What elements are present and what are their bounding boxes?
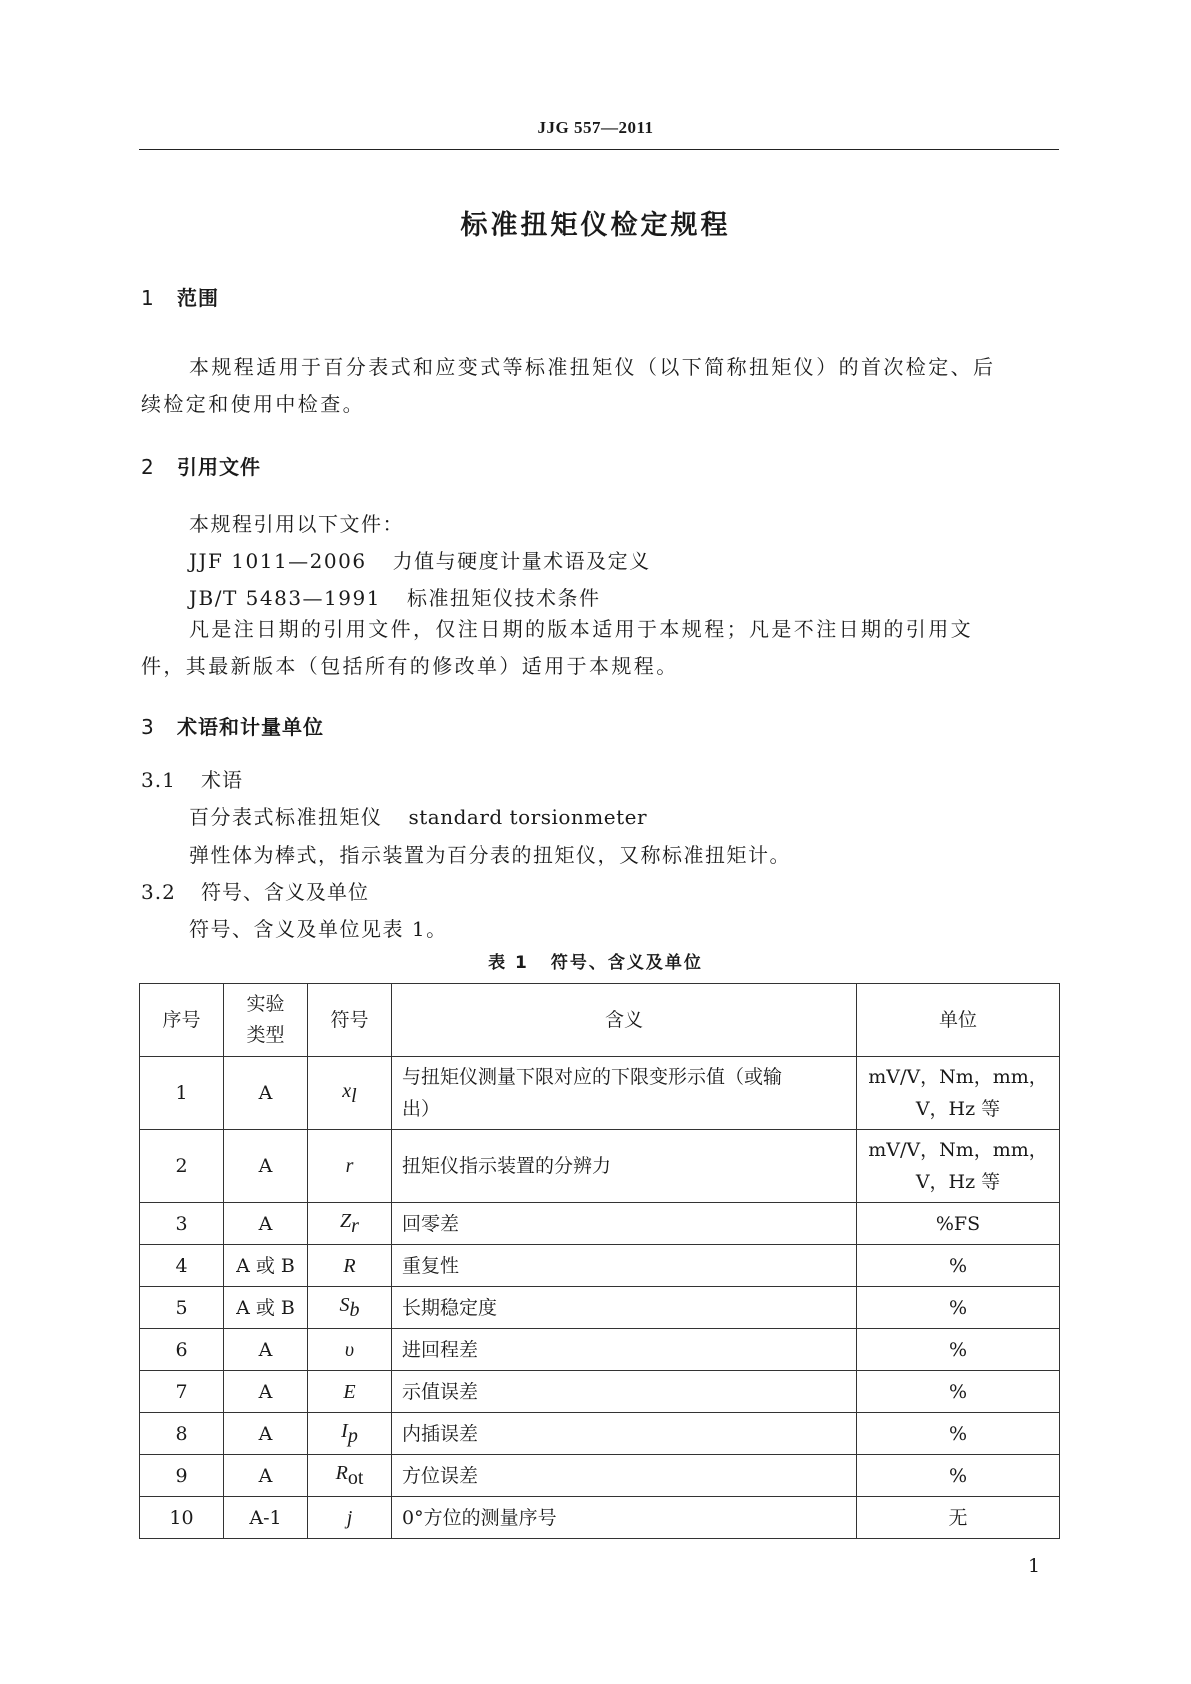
- row-meaning: 扭矩仪指示装置的分辨力: [392, 1130, 857, 1203]
- row-symbol: $I_p$: [308, 1413, 392, 1455]
- table-row: [140, 1497, 1060, 1539]
- row-unit: %: [857, 1329, 1060, 1371]
- header-meaning: 含义: [392, 984, 857, 1057]
- table-row: [140, 1245, 1060, 1287]
- row-meaning: 长期稳定度: [392, 1287, 857, 1329]
- row-meaning: 0°方位的测量序号: [392, 1497, 857, 1539]
- row-no: 10: [140, 1497, 224, 1539]
- row-symbol: $S_b$: [308, 1287, 392, 1329]
- row-meaning: 进回程差: [392, 1329, 857, 1371]
- table-row: [140, 1329, 1060, 1371]
- reference-item: [189, 582, 600, 611]
- reference-title: 标准扭矩仪技术条件: [406, 586, 601, 610]
- table-row: [140, 1371, 1060, 1413]
- paragraph-line: 凡是注日期的引用文件，仅注日期的版本适用于本规程；凡是不注日期的引用文: [189, 617, 973, 641]
- row-meaning: 示值误差: [392, 1371, 857, 1413]
- table-row: [140, 1203, 1060, 1245]
- row-type: A: [224, 1057, 308, 1130]
- row-no: 6: [140, 1329, 224, 1371]
- document-title: 标准扭矩仪检定规程: [460, 210, 731, 241]
- paragraph-line: 本规程适用于百分表式和应变式等标准扭矩仪（以下简称扭矩仪）的首次检定、后: [189, 355, 996, 379]
- term-definition: 弹性体为棒式，指示装置为百分表的扭矩仪，又称标准扭矩计。: [189, 843, 791, 867]
- header-type: 实验 类型: [224, 984, 308, 1057]
- section-title: 术语和计量单位: [177, 715, 324, 739]
- row-no: 9: [140, 1455, 224, 1497]
- section-number: 1: [141, 286, 155, 310]
- references-note: [141, 611, 1059, 685]
- reference-code: JB/T 5483—1991: [189, 586, 381, 610]
- row-no: 4: [140, 1245, 224, 1287]
- table-row: [140, 1455, 1060, 1497]
- section-3-heading: [141, 711, 324, 740]
- reference-item: [189, 545, 651, 574]
- header-rule: [139, 149, 1059, 150]
- row-type: A: [224, 1455, 308, 1497]
- section-title: 范围: [177, 286, 219, 310]
- row-symbol: υ: [308, 1329, 392, 1371]
- term-chinese: 百分表式标准扭矩仪: [189, 805, 383, 829]
- row-unit: mV/V，Nm，mm， V，Hz 等: [857, 1130, 1060, 1203]
- section-title: 引用文件: [177, 455, 261, 479]
- subsection-number: 3.2: [141, 880, 176, 904]
- row-symbol: $R_{ot}$: [308, 1455, 392, 1497]
- section-number: 2: [141, 455, 155, 479]
- row-symbol: $x_l$: [308, 1057, 392, 1130]
- row-type: A: [224, 1329, 308, 1371]
- row-unit: mV/V，Nm，mm， V，Hz 等: [857, 1057, 1060, 1130]
- row-unit: %: [857, 1245, 1060, 1287]
- table-title: 符号、含义及单位: [550, 953, 703, 973]
- row-unit: 无: [857, 1497, 1060, 1539]
- row-symbol: E: [308, 1371, 392, 1413]
- row-no: 7: [140, 1371, 224, 1413]
- row-type: A: [224, 1413, 308, 1455]
- row-no: 5: [140, 1287, 224, 1329]
- page-number: 1: [1028, 1555, 1041, 1577]
- header-unit: 单位: [857, 984, 1060, 1057]
- table-row: [140, 1413, 1060, 1455]
- header-no: 序号: [140, 984, 224, 1057]
- row-unit: %: [857, 1287, 1060, 1329]
- row-no: 2: [140, 1130, 224, 1203]
- row-unit: %: [857, 1371, 1060, 1413]
- row-symbol: r: [308, 1130, 392, 1203]
- subsection-title: 术语: [201, 768, 243, 792]
- row-type: A-1: [224, 1497, 308, 1539]
- references-intro: 本规程引用以下文件：: [189, 512, 404, 536]
- reference-title: 力值与硬度计量术语及定义: [392, 549, 651, 573]
- row-type: A 或 B: [224, 1245, 308, 1287]
- row-meaning: 方位误差: [392, 1455, 857, 1497]
- row-symbol: R: [308, 1245, 392, 1287]
- row-meaning: 重复性: [392, 1245, 857, 1287]
- paragraph-line: 续检定和使用中检查。: [141, 392, 365, 416]
- row-type: A: [224, 1203, 308, 1245]
- paragraph-line: 件，其最新版本（包括所有的修改单）适用于本规程。: [141, 654, 679, 678]
- row-meaning: 与扭矩仪测量下限对应的下限变形示值（或输 出）: [392, 1057, 857, 1130]
- row-type: A 或 B: [224, 1287, 308, 1329]
- subsection-title: 符号、含义及单位: [201, 880, 369, 904]
- row-unit: %: [857, 1455, 1060, 1497]
- subsection-3-1-heading: [141, 764, 243, 793]
- row-symbol: $Z_r$: [308, 1203, 392, 1245]
- section-number: 3: [141, 715, 155, 739]
- row-no: 8: [140, 1413, 224, 1455]
- table-number: 表 1: [488, 953, 529, 973]
- table-row: [140, 1130, 1060, 1203]
- table-header-row: [140, 984, 1060, 1057]
- row-type: A: [224, 1130, 308, 1203]
- section-1-paragraph: [141, 349, 1059, 423]
- table-row: [140, 1287, 1060, 1329]
- symbols-table: [139, 983, 1060, 1539]
- table-reference-text: 符号、含义及单位见表 1。: [189, 917, 448, 941]
- row-meaning: 内插误差: [392, 1413, 857, 1455]
- term-english: standard torsionmeter: [408, 805, 648, 829]
- row-no: 3: [140, 1203, 224, 1245]
- section-1-heading: [141, 282, 219, 311]
- row-unit: %FS: [857, 1203, 1060, 1245]
- table-row: [140, 1057, 1060, 1130]
- term-entry: [189, 801, 647, 830]
- subsection-3-2-heading: [141, 876, 369, 905]
- row-type: A: [224, 1371, 308, 1413]
- table-caption: [0, 948, 1191, 973]
- section-2-heading: [141, 451, 261, 480]
- row-no: 1: [140, 1057, 224, 1130]
- standard-code-header: JJG 557—2011: [537, 118, 654, 137]
- row-symbol: j: [308, 1497, 392, 1539]
- subsection-number: 3.1: [141, 768, 176, 792]
- row-unit: %: [857, 1413, 1060, 1455]
- row-meaning: 回零差: [392, 1203, 857, 1245]
- reference-code: JJF 1011—2006: [189, 549, 367, 573]
- header-symbol: 符号: [308, 984, 392, 1057]
